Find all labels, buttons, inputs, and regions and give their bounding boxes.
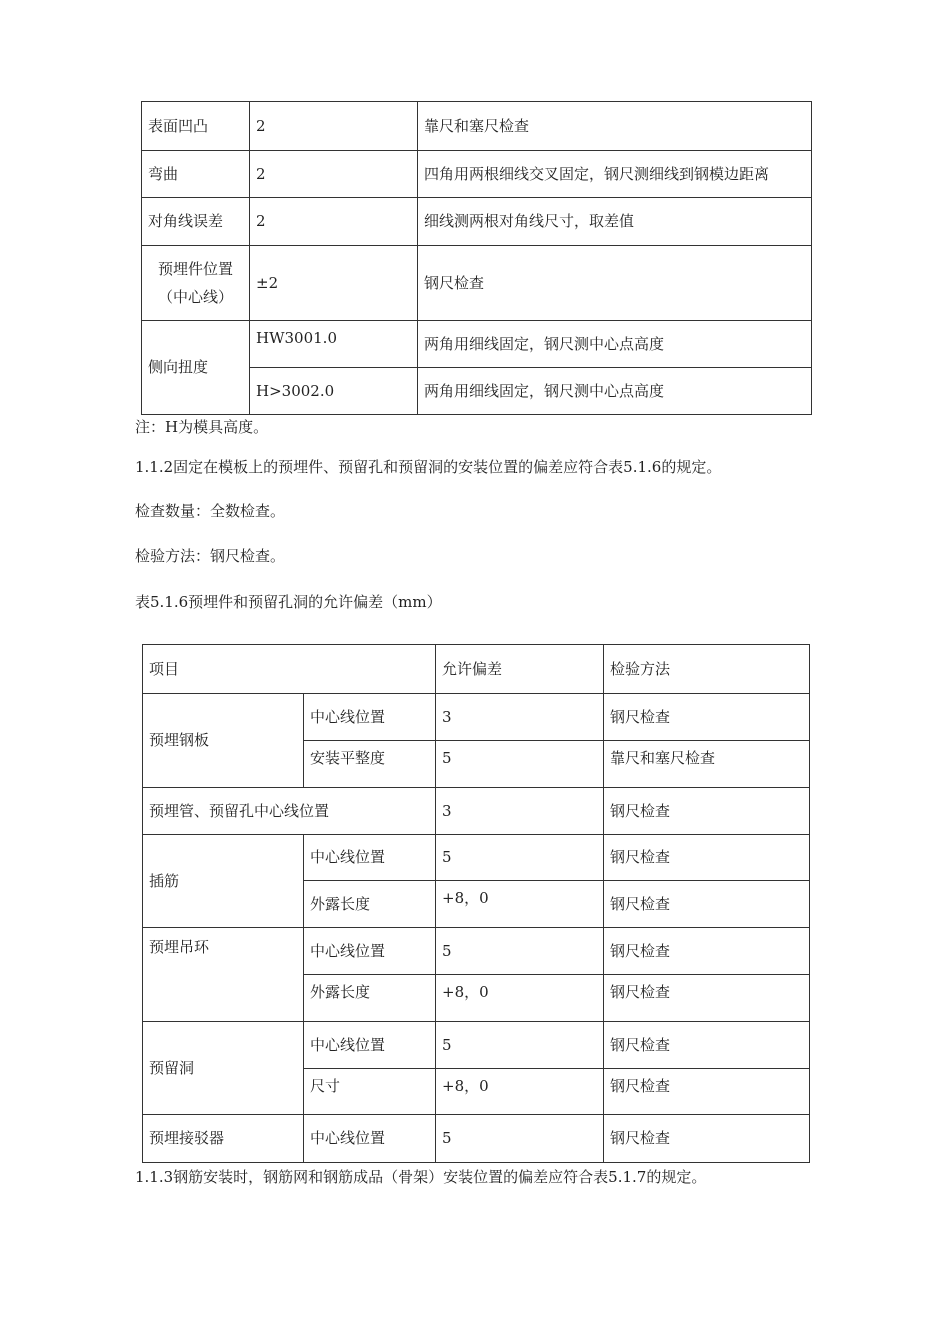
cell-sub: 中心线位置 bbox=[304, 694, 436, 741]
cell-tolerance: 5 bbox=[436, 835, 604, 881]
cell-method: 两角用细线固定，钢尺测中心点高度 bbox=[418, 368, 812, 415]
table-caption: 表5.1.6预埋件和预留孔洞的允许偏差（mm） bbox=[135, 593, 442, 611]
paragraph: 检查数量：全数检查。 bbox=[135, 502, 286, 520]
cell-item: 预埋管、预留孔中心线位置 bbox=[143, 788, 436, 835]
cell-sub: 中心线位置 bbox=[304, 928, 436, 975]
header-tolerance: 允许偏差 bbox=[436, 645, 604, 694]
table-row bbox=[142, 198, 812, 246]
cell-sub: 尺寸 bbox=[304, 1069, 436, 1115]
cell-method: 靠尺和塞尺检查 bbox=[418, 102, 812, 151]
cell-method: 钢尺检查 bbox=[604, 1022, 810, 1069]
header-item: 项目 bbox=[143, 645, 436, 694]
cell-tolerance: 3 bbox=[436, 694, 604, 741]
cell-method: 两角用细线固定，钢尺测中心点高度 bbox=[418, 321, 812, 368]
cell-tolerance: +8，0 bbox=[436, 1069, 604, 1115]
table-row bbox=[142, 102, 812, 151]
cell-item: 预埋接驳器 bbox=[143, 1115, 304, 1163]
cell-tolerance: 5 bbox=[436, 741, 604, 788]
cell-item: 预埋吊环 bbox=[143, 928, 304, 1022]
cell-item: 预留洞 bbox=[143, 1022, 304, 1115]
table-row bbox=[142, 321, 812, 368]
table-row bbox=[142, 151, 812, 198]
cell-item: 插筋 bbox=[143, 835, 304, 928]
table-row bbox=[143, 1022, 810, 1069]
cell-sub: 外露长度 bbox=[304, 975, 436, 1022]
table-row bbox=[143, 835, 810, 881]
cell-method: 钢尺检查 bbox=[604, 694, 810, 741]
paragraph: 1.1.2固定在模板上的预埋件、预留孔和预留洞的安装位置的偏差应符合表5.1.6的规定。 bbox=[135, 458, 722, 476]
cell-value: 2 bbox=[250, 102, 418, 151]
table-row bbox=[143, 788, 810, 835]
cell-method: 钢尺检查 bbox=[604, 1069, 810, 1115]
table-row bbox=[143, 694, 810, 741]
cell-method: 钢尺检查 bbox=[604, 835, 810, 881]
cell-value: HW3001.0 bbox=[250, 321, 418, 368]
cell-tolerance: 5 bbox=[436, 928, 604, 975]
cell-method: 四角用两根细线交叉固定，钢尺测细线到钢模边距离 bbox=[418, 151, 812, 198]
cell-value: 2 bbox=[250, 151, 418, 198]
embedded-parts-tolerance-table bbox=[142, 644, 810, 1163]
cell-value: 2 bbox=[250, 198, 418, 246]
cell-item: 对角线误差 bbox=[142, 198, 250, 246]
cell-method: 钢尺检查 bbox=[604, 881, 810, 928]
cell-value: H>3002.0 bbox=[250, 368, 418, 415]
cell-tolerance: 5 bbox=[436, 1022, 604, 1069]
cell-method: 钢尺检查 bbox=[604, 928, 810, 975]
cell-method: 钢尺检查 bbox=[604, 1115, 810, 1163]
cell-item-line: 预埋件位置 bbox=[157, 260, 233, 278]
cell-item: 预埋钢板 bbox=[143, 694, 304, 788]
cell-tolerance: +8，0 bbox=[436, 881, 604, 928]
cell-sub: 中心线位置 bbox=[304, 1115, 436, 1163]
table-row bbox=[143, 928, 810, 975]
cell-value: ±2 bbox=[250, 246, 418, 321]
cell-item bbox=[142, 246, 250, 321]
cell-tolerance: 5 bbox=[436, 1115, 604, 1163]
table-row bbox=[143, 1115, 810, 1163]
note-text: 注：H为模具高度。 bbox=[135, 418, 269, 436]
cell-sub: 中心线位置 bbox=[304, 1022, 436, 1069]
cell-item-line: （中心线） bbox=[157, 288, 233, 306]
cell-method: 钢尺检查 bbox=[604, 788, 810, 835]
cell-method: 钢尺检查 bbox=[604, 975, 810, 1022]
header-method: 检验方法 bbox=[604, 645, 810, 694]
cell-item: 弯曲 bbox=[142, 151, 250, 198]
cell-tolerance: +8，0 bbox=[436, 975, 604, 1022]
paragraph: 1.1.3钢筋安装时，钢筋网和钢筋成品（骨架）安装位置的偏差应符合表5.1.7的规定。 bbox=[135, 1168, 707, 1186]
cell-sub: 外露长度 bbox=[304, 881, 436, 928]
cell-tolerance: 3 bbox=[436, 788, 604, 835]
mold-tolerance-table bbox=[141, 101, 812, 415]
cell-method: 细线测两根对角线尺寸，取差值 bbox=[418, 198, 812, 246]
cell-method: 靠尺和塞尺检查 bbox=[604, 741, 810, 788]
cell-item: 侧向扭度 bbox=[142, 321, 250, 415]
cell-item: 表面凹凸 bbox=[142, 102, 250, 151]
cell-sub: 安装平整度 bbox=[304, 741, 436, 788]
table-row bbox=[142, 246, 812, 321]
cell-sub: 中心线位置 bbox=[304, 835, 436, 881]
cell-method: 钢尺检查 bbox=[418, 246, 812, 321]
table-header-row bbox=[143, 645, 810, 694]
paragraph: 检验方法：钢尺检查。 bbox=[135, 547, 286, 565]
